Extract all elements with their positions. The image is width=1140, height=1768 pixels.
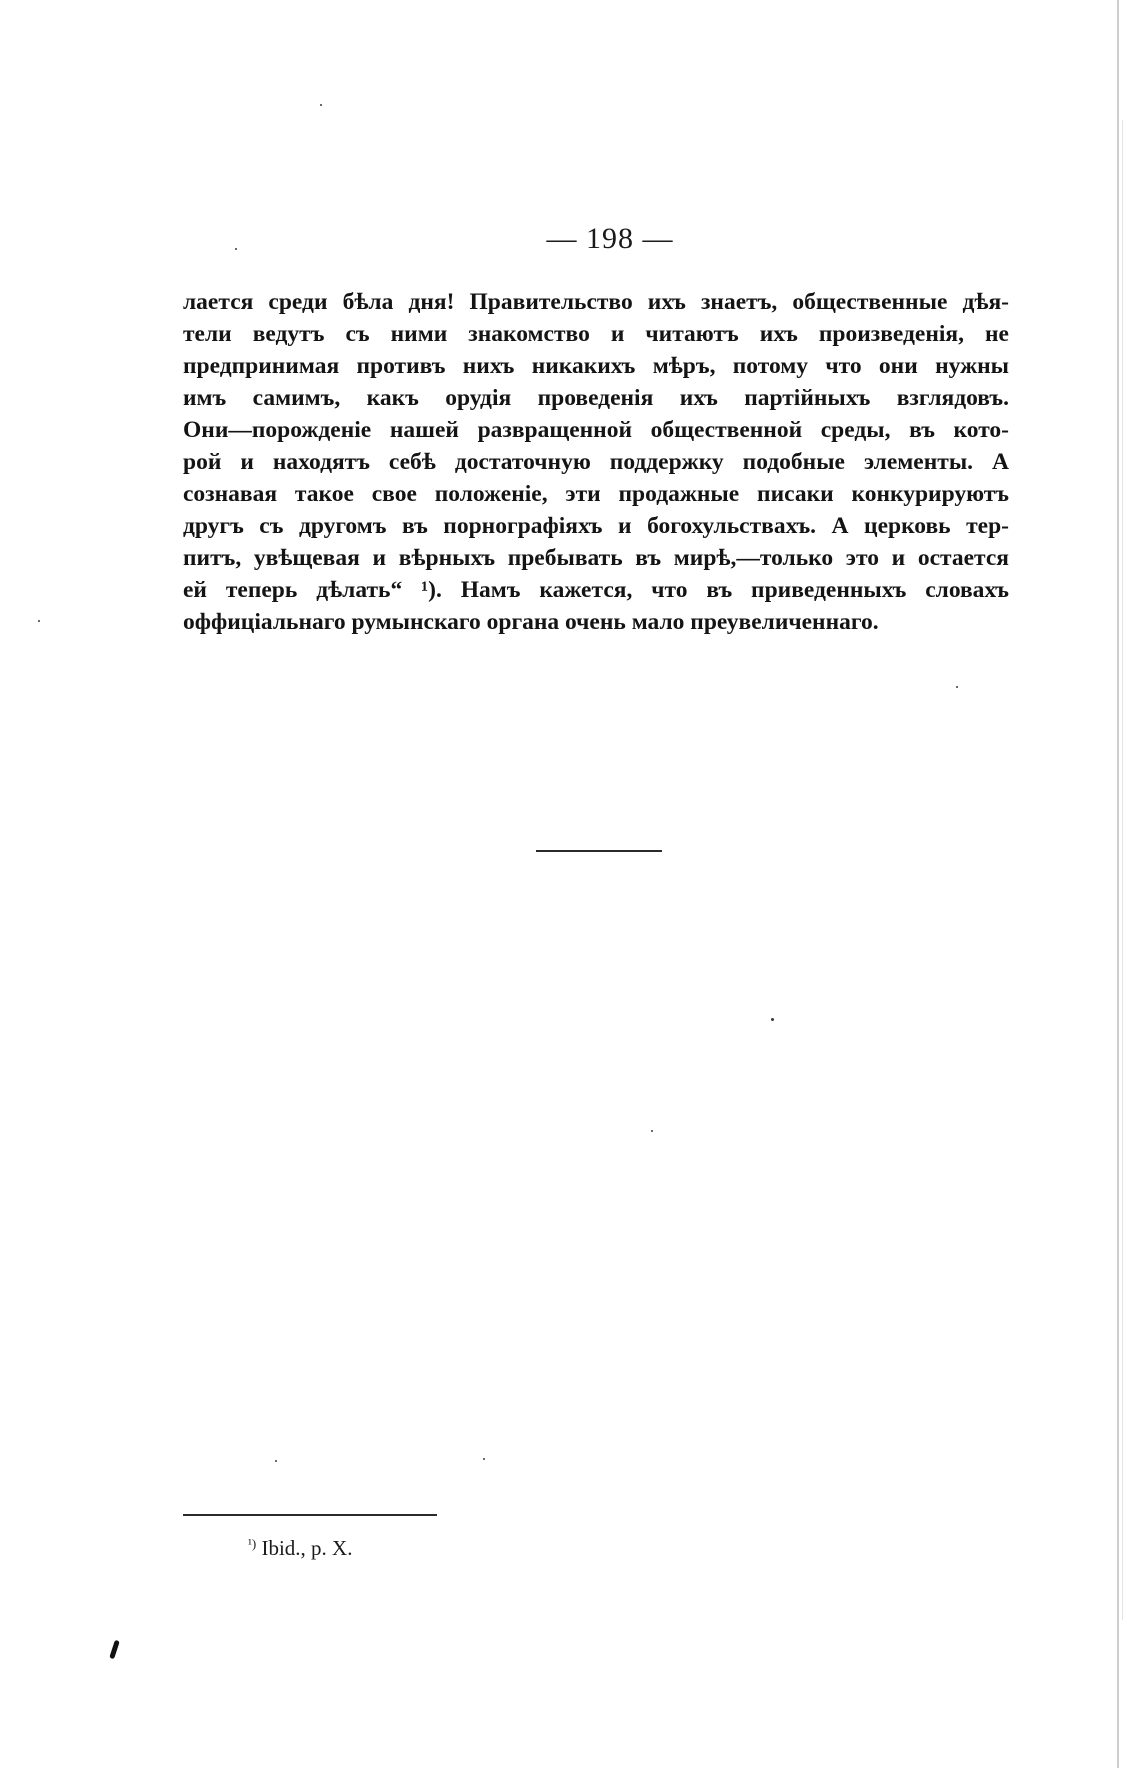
page-edge-shadow bbox=[1117, 0, 1119, 1768]
footnote-rule bbox=[183, 1514, 437, 1516]
text-line: ей теперь дѣлать“ ¹). Намъ кажется, что въ приведенныхъ словахъ bbox=[183, 577, 1009, 603]
section-end-rule bbox=[536, 850, 662, 852]
text-line-last: оффиціальнаго румынскаго органа очень мало преувеличеннаго. bbox=[183, 609, 879, 635]
scan-speck bbox=[275, 1460, 277, 1462]
text-line: другъ съ другомъ въ порнографіяхъ и богохульствахъ. А церковь тер- bbox=[183, 513, 1009, 539]
text-line: рой и находятъ себѣ достаточную поддержку подобные элементы. А bbox=[183, 449, 1009, 475]
ink-mark bbox=[109, 1640, 120, 1660]
footnote bbox=[248, 1536, 352, 1561]
text-line: предпринимая противъ нихъ никакихъ мѣръ, потому что они нужны bbox=[183, 353, 1009, 379]
scan-speck bbox=[956, 686, 958, 688]
scan-speck bbox=[320, 104, 322, 106]
scan-speck bbox=[38, 620, 40, 622]
scan-speck bbox=[651, 1130, 653, 1132]
scan-speck bbox=[235, 248, 237, 250]
text-line: питъ, увѣщевая и вѣрныхъ пребывать въ мирѣ,—только это и остается bbox=[183, 545, 1009, 571]
page-edge-line bbox=[1122, 120, 1123, 1620]
footnote-text: Ibid., p. X. bbox=[261, 1536, 353, 1560]
text-line: Они—порожденіе нашей развращенной общественной среды, въ кото- bbox=[183, 417, 1009, 443]
text-line: имъ самимъ, какъ орудія проведенія ихъ партійныхъ взглядовъ. bbox=[183, 385, 1009, 411]
scan-speck bbox=[483, 1458, 485, 1460]
text-line: сознавая такое свое положеніе, эти продажные писаки конкурируютъ bbox=[183, 481, 1009, 507]
footnote-marker: ¹) bbox=[248, 1536, 257, 1551]
page-number: — 198 — bbox=[546, 222, 674, 255]
body-text bbox=[183, 286, 1009, 638]
scan-speck bbox=[771, 1018, 774, 1021]
text-line: лается среди бѣла дня! Правительство ихъ знаетъ, общественные дѣя- bbox=[183, 289, 1009, 315]
text-line: тели ведутъ съ ними знакомство и читаютъ ихъ произведенія, не bbox=[183, 321, 1009, 347]
